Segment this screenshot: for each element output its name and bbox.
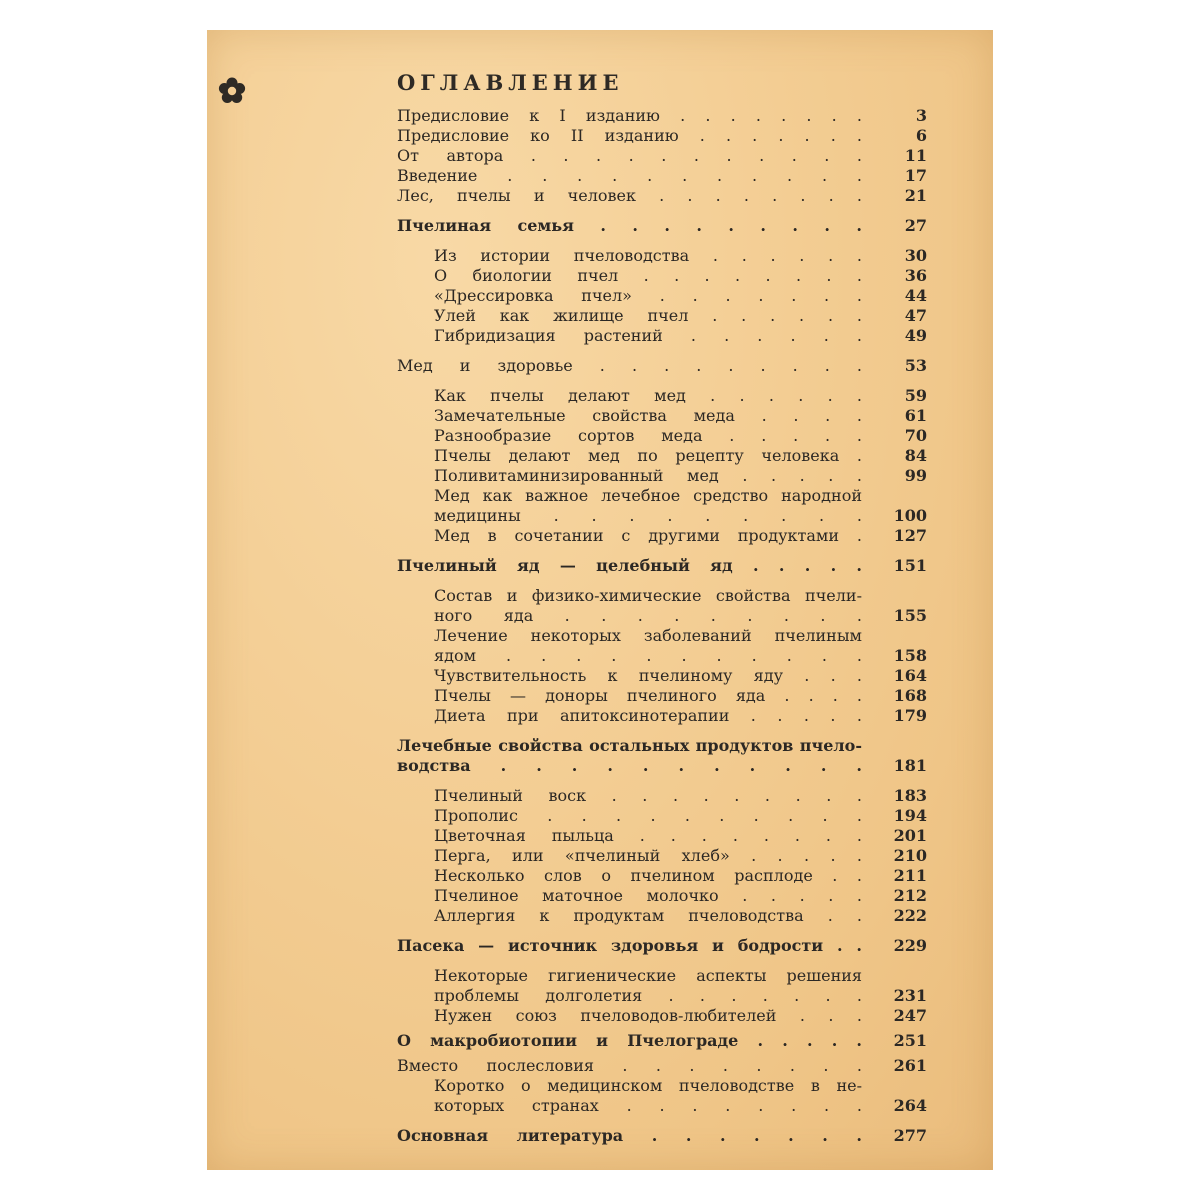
toc-entry-line: Введение . . . . . . . . . . .: [397, 166, 862, 185]
toc-entry: [397, 446, 927, 466]
toc-entry-line: Разнообразие сортов меда . . . . .: [434, 426, 862, 445]
toc-entry-line: Пчелиная семья . . . . . . . . .: [397, 216, 862, 235]
toc-entry-title: [397, 556, 862, 576]
toc-entry-line: медицины . . . . . . . . .: [434, 506, 862, 525]
toc-page-number: 99: [904, 466, 927, 485]
toc-entry-title: [397, 146, 862, 166]
toc-page-number: 53: [904, 356, 927, 375]
toc-entry-title: [434, 406, 862, 426]
toc-entry-title: [434, 286, 862, 306]
toc-page-number: 222: [893, 906, 927, 925]
toc-entry-line: Лечение некоторых заболеваний пчелиным: [434, 626, 862, 645]
toc-entry-title: [434, 966, 862, 1006]
toc-entry-line: Основная литература . . . . . . .: [397, 1126, 862, 1145]
flower-ornament-icon: [217, 76, 247, 106]
toc-entry: [397, 526, 927, 546]
toc-page-number: 84: [904, 446, 927, 465]
toc-entry-line: Цветочная пыльца . . . . . . . .: [434, 826, 862, 845]
toc-entry: [397, 246, 927, 266]
toc-entry-title: [434, 706, 862, 726]
toc-entry-title: [434, 246, 862, 266]
toc-page-number: 168: [893, 686, 927, 705]
toc-entry-title: [397, 356, 862, 376]
toc-entry-line: Предисловие ко II изданию . . . . . . .: [397, 126, 862, 145]
toc-page-number: 27: [904, 216, 927, 235]
toc-page-number: 44: [904, 286, 927, 305]
toc-page-number: 127: [893, 526, 927, 545]
toc-entry-title: [434, 786, 862, 806]
toc-entry-line: Лечебные свойства остальных продуктов пчело-: [397, 736, 862, 755]
toc-entry: [397, 906, 927, 926]
toc-entry: [397, 826, 927, 846]
toc-entry: [397, 266, 927, 286]
toc-entry-title: [434, 526, 862, 546]
toc-entry-title: [397, 186, 862, 206]
toc-page-number: 164: [893, 666, 927, 685]
toc-entry-title: [434, 426, 862, 446]
toc-entry-line: Состав и физико-химические свойства пчели-: [434, 586, 862, 605]
toc-entry-line: ядом . . . . . . . . . . .: [434, 646, 862, 665]
toc-entry: [397, 1031, 927, 1051]
toc-entry-title: [434, 886, 862, 906]
toc-entry-title: [434, 846, 862, 866]
toc-entry-line: Предисловие к I изданию . . . . . . . .: [397, 106, 862, 125]
toc-page-number: 30: [904, 246, 927, 265]
toc-entry-line: Диета при апитоксинотерапии . . . . .: [434, 706, 862, 725]
toc-page-number: 194: [893, 806, 927, 825]
toc-entry-line: ного яда . . . . . . . . .: [434, 606, 862, 625]
toc-entry-line: проблемы долголетия . . . . . . .: [434, 986, 862, 1005]
toc-entry-line: водства . . . . . . . . . . .: [397, 756, 862, 775]
toc-entry-line: Чувствительность к пчелиному яду . . .: [434, 666, 862, 685]
toc-entry: [397, 466, 927, 486]
toc-entry: [397, 486, 927, 526]
toc-entry: [397, 1126, 927, 1146]
toc-entry: [397, 106, 927, 126]
toc-entry: [397, 306, 927, 326]
book-page: [207, 30, 993, 1170]
toc-entry-line: Замечательные свойства меда . . . .: [434, 406, 862, 425]
toc-entry-title: [397, 216, 862, 236]
toc-entry-line: Вместо послесловия . . . . . . . .: [397, 1056, 862, 1075]
toc-entry-title: [397, 1056, 862, 1076]
toc-page-number: 61: [904, 406, 927, 425]
toc-entry-title: [397, 1031, 862, 1051]
toc-entry-line: Перга, или «пчелиный хлеб» . . . . .: [434, 846, 862, 865]
toc-entry: [397, 356, 927, 376]
toc-entry: [397, 126, 927, 146]
toc-entry-title: [434, 666, 862, 686]
toc-entry: [397, 706, 927, 726]
toc-entry-title: [434, 386, 862, 406]
toc-entry: [397, 1076, 927, 1116]
toc-entry: [397, 186, 927, 206]
toc-entry-line: Улей как жилище пчел . . . . . .: [434, 306, 862, 325]
toc-page-number: 17: [904, 166, 927, 185]
toc-entry-title: [434, 806, 862, 826]
toc-entry: [397, 426, 927, 446]
page-title: ОГЛАВЛЕНИЕ: [397, 70, 624, 95]
toc-entry-line: От автора . . . . . . . . . . .: [397, 146, 862, 165]
toc-page-number: 3: [915, 106, 927, 125]
toc-page-number: 59: [904, 386, 927, 405]
toc-entry: [397, 386, 927, 406]
toc-entry-title: [434, 866, 862, 886]
toc-entry-line: Мед как важное лечебное средство народной: [434, 486, 862, 505]
toc-entry-title: [397, 1126, 862, 1146]
toc-entry-line: О макробиотопии и Пчелограде . . . . .: [397, 1031, 862, 1050]
toc-entry-title: [434, 306, 862, 326]
toc-page-number: 201: [893, 826, 927, 845]
toc-entry-title: [434, 486, 862, 526]
toc-entry-line: Аллергия к продуктам пчеловодства . .: [434, 906, 862, 925]
toc-page-number: 21: [904, 186, 927, 205]
toc-page-number: 49: [904, 326, 927, 345]
toc-entry-title: [434, 906, 862, 926]
toc-entry-title: [397, 936, 862, 956]
toc-entry-title: [434, 586, 862, 626]
toc-entry-line: Несколько слов о пчелином расплоде . .: [434, 866, 862, 885]
toc-entry-line: Прополис . . . . . . . . . .: [434, 806, 862, 825]
toc-entry: [397, 786, 927, 806]
toc-entry: [397, 866, 927, 886]
toc-entry-title: [434, 1006, 862, 1026]
toc-entry-title: [434, 1076, 862, 1116]
toc-entry-title: [434, 326, 862, 346]
toc-page-number: 261: [893, 1056, 927, 1075]
toc-entry-line: Нужен союз пчеловодов-любителей . . .: [434, 1006, 862, 1025]
toc-page-number: 47: [904, 306, 927, 325]
toc-page-number: 211: [893, 866, 927, 885]
toc-entry-line: Пчелиное маточное молочко . . . . .: [434, 886, 862, 905]
toc-entry: [397, 686, 927, 706]
toc-page-number: 251: [893, 1031, 927, 1050]
toc-entry: [397, 406, 927, 426]
toc-entry: [397, 586, 927, 626]
toc-entry: [397, 736, 927, 776]
toc-entry-line: которых странах . . . . . . . .: [434, 1096, 862, 1115]
toc-entry: [397, 326, 927, 346]
toc-entry-title: [434, 626, 862, 666]
toc-entry: [397, 1006, 927, 1026]
toc-entry: [397, 146, 927, 166]
toc-entry-line: О биологии пчел . . . . . . . .: [434, 266, 862, 285]
toc-page-number: 36: [904, 266, 927, 285]
toc-entry-line: Коротко о медицинском пчеловодстве в не-: [434, 1076, 862, 1095]
toc-entry-line: Мед и здоровье . . . . . . . . .: [397, 356, 862, 375]
toc-page-number: 212: [893, 886, 927, 905]
toc-page-number: 70: [904, 426, 927, 445]
toc-entry: [397, 806, 927, 826]
toc-entry-title: [434, 826, 862, 846]
toc-page-number: 181: [893, 756, 927, 775]
toc-entry: [397, 936, 927, 956]
toc-page-number: 11: [904, 146, 927, 165]
toc-page-number: 151: [893, 556, 927, 575]
toc-entry: [397, 966, 927, 1006]
toc-entry-line: Некоторые гигиенические аспекты решения: [434, 966, 862, 985]
toc-entry-line: Гибридизация растений . . . . . .: [434, 326, 862, 345]
toc-entry: [397, 666, 927, 686]
toc-entry-line: Из истории пчеловодства . . . . . .: [434, 246, 862, 265]
toc-entry: [397, 1056, 927, 1076]
toc-entry: [397, 626, 927, 666]
toc-entry-title: [434, 266, 862, 286]
toc-entry-line: Мед в сочетании с другими продуктами .: [434, 526, 862, 545]
toc-entry-title: [397, 126, 862, 146]
toc-entry: [397, 886, 927, 906]
toc-page-number: 229: [893, 936, 927, 955]
toc-entry-line: Пчелиный яд — целебный яд . . . . .: [397, 556, 862, 575]
toc-entry-line: Пчелы делают мед по рецепту человека .: [434, 446, 862, 465]
toc-page-number: 155: [893, 606, 927, 625]
toc-entry-title: [397, 736, 862, 776]
toc-page-number: 231: [893, 986, 927, 1005]
toc-entry-line: Пчелы — доноры пчелиного яда . . . .: [434, 686, 862, 705]
toc-page-number: 158: [893, 646, 927, 665]
toc-page-number: 277: [893, 1126, 927, 1145]
toc-page-number: 6: [915, 126, 927, 145]
toc-page-number: 100: [893, 506, 927, 525]
toc-entry-line: «Дрессировка пчел» . . . . . . .: [434, 286, 862, 305]
toc-entry-line: Как пчелы делают мед . . . . . .: [434, 386, 862, 405]
toc-entry-line: Пчелиный воск . . . . . . . . .: [434, 786, 862, 805]
toc-entry: [397, 166, 927, 186]
toc-entry: [397, 556, 927, 576]
toc-entry-line: Лес, пчелы и человек . . . . . . . .: [397, 186, 862, 205]
toc-entry-line: Поливитаминизированный мед . . . . .: [434, 466, 862, 485]
toc-entry: [397, 286, 927, 306]
toc-entry-title: [397, 106, 862, 126]
toc-entry-title: [434, 466, 862, 486]
toc-entry: [397, 216, 927, 236]
toc-entry: [397, 846, 927, 866]
toc-page-number: 210: [893, 846, 927, 865]
toc-entry-line: Пасека — источник здоровья и бодрости . .: [397, 936, 862, 955]
toc-entry-title: [434, 446, 862, 466]
toc-page-number: 179: [893, 706, 927, 725]
toc-entry-title: [397, 166, 862, 186]
toc-page-number: 264: [893, 1096, 927, 1115]
toc-page-number: 183: [893, 786, 927, 805]
toc-page-number: 247: [893, 1006, 927, 1025]
toc-entry-title: [434, 686, 862, 706]
